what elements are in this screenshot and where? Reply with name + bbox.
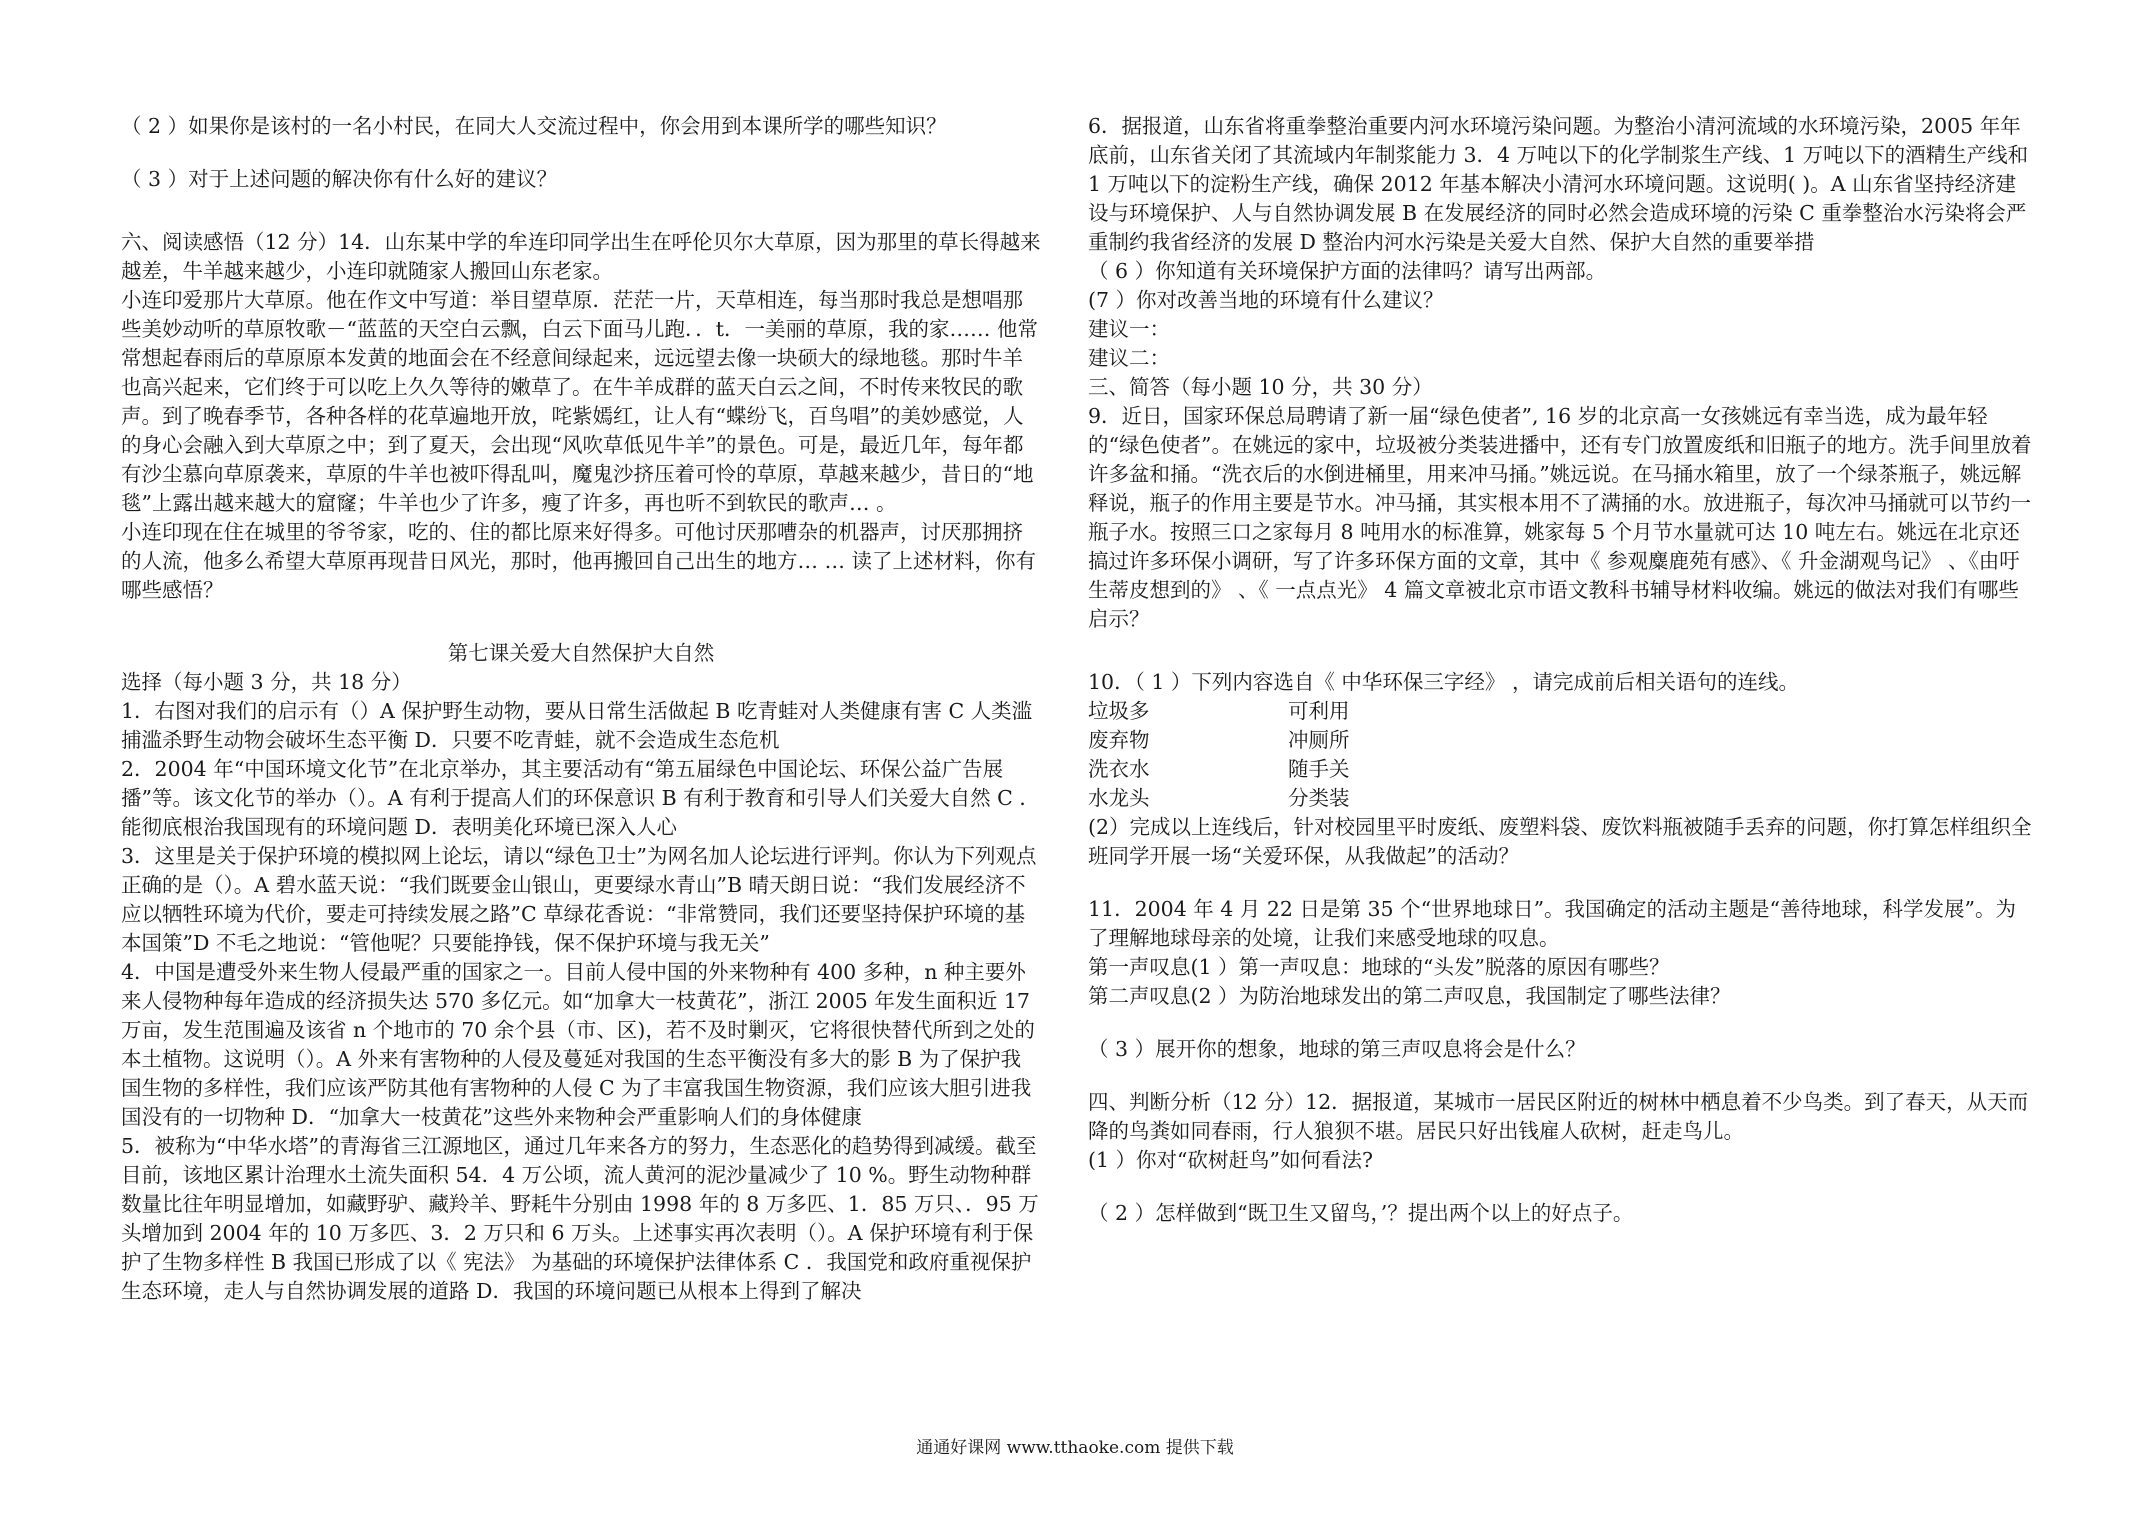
question-9: 9．近日，国家环保总局聘请了新一届“绿色使者”, 16 岁的北京高一女孩姚远有幸当选，成为最年轻的“绿色使者”。在姚远的家中，垃圾被分类装进播中，还有专门放置废纸和旧瓶子的地方。洗手间里放着许多盆和捅。“洗衣后的水倒进桶里，用来冲马捅。”姚远说。在马捅水箱里，放了一个绿茶瓶子，姚远解释说，瓶子的作用主要是节水。冲马捅，其实根本用不了满捅的水。放进瓶子，每次冲马捅就可以节约一瓶子水。按照三口之家每月 8 吨用水的标准算，姚家每 5 个月节水量就可达 10 吨左右。姚远在北京还搞过许多环保小调研，写了许多环保方面的文章，其中《 参观麋鹿苑有感》、《 升金湖观鸟记》 、《由吁生蒂皮想到的》 、《 一点点光》 4 篇文章被北京市语文教科书辅导材料收编。姚远的做法对我们有哪些启示？	[1088, 404, 2032, 631]
left-column	[121, 112, 1041, 1306]
section-three-header: 三、简答（每小题 10 分，共 30 分）	[1088, 375, 1433, 399]
right-column	[1088, 112, 2033, 1228]
match-right-item: 冲厕所	[1288, 728, 1350, 752]
mc-question-3: 3．这里是关于保护环境的模拟网上论坛，请以“绿色卫士”为网名加人论坛进行评判。你认为下列观点正确的是（）。A 碧水蓝天说：“我们既要金山银山，更要绿水青山”B 晴天朗日说：“我们发展经济不应以牺牲环境为代价，要走可持续发展之路”C 草绿花香说：“非常赞同，我们还要坚持保护环境的基本国策”D 不毛之地说：“管他呢？只要能挣钱，保不保护环境与我无关”	[121, 844, 1037, 955]
mc-question-5: 5．被称为“中华水塔”的青海省三江源地区，通过几年来各方的努力，生态恶化的趋势得到减缓。截至目前，该地区累计治理水土流失面积 54．4 万公顷，流人黄河的泥沙量减少了 10 %。野生动物种群数量比往年明显增加，如藏野驴、藏羚羊、野耗牛分别由 1998 年的 8 万多匹、1．85 万只、．95 万头增加到 2004 年的 10 万多匹、3．2 万只和 6 万头。上述事实再次表明（）。A 保护环境有利于保护了生物多样性 B 我国已形成了以《 宪法》 为基础的环境保护法律体系 C ．我国党和政府重视保护生态环境，走人与自然协调发展的道路 D．我国的环境问题已从根本上得到了解决	[121, 1134, 1039, 1303]
question-10-part-2: (2）完成以上连线后，针对校园里平时废纸、废塑料袋、废饮料瓶被随手丢弃的问题，你打算怎样组织全班同学开展一场“关爱环保，从我做起”的活动？	[1088, 815, 2032, 868]
match-left-item: 废弃物	[1088, 728, 1150, 752]
suggestion-1: 建议一：	[1088, 317, 1170, 341]
suggestion-2: 建议二：	[1088, 346, 1170, 370]
multiple-choice-header: 选择（每小题 3 分，共 18 分）	[121, 670, 412, 694]
section-four-analysis: 四、判断分析（12 分）12．据报道，某城市一居民区附近的树林中栖息着不少鸟类。到了春天，从天而降的鸟粪如同春雨，行人狼狈不堪。居民只好出钱雇人砍树，赶走鸟儿。	[1088, 1090, 2029, 1143]
question-10-part-1: 10．（ 1 ）下列内容选自《 中华环保三字经》 ，请完成前后相关语句的连线。	[1088, 670, 1799, 694]
mc-question-2: 2．2004 年“中国环境文化节”在北京举办，其主要活动有“第五届绿色中国论坛、环保公益广告展播”等。该文化节的举办（）。A 有利于提高人们的环保意识 B 有利于教育和引导人们关爱大自然 C ．能彻底根治我国现有的环境问题 D．表明美化环境已深入人心	[121, 757, 1040, 839]
lesson-title: 第七课关爱大自然保护大自然	[447, 641, 715, 665]
match-right-item: 可利用	[1288, 699, 1350, 723]
second-sigh: 第二声叹息(2 ）为防治地球发出的第二声叹息，我国制定了哪些法律？	[1088, 984, 1731, 1008]
question-2: （ 2 ）如果你是该村的一名小村民，在同大人交流过程中，你会用到本课所学的哪些知识？	[121, 114, 947, 138]
mc-question-1: 1．右图对我们的启示有（）A 保护野生动物，要从日常生活做起 B 吃青蛙对人类健康有害 C 人类滥捕滥杀野生动物会破坏生态平衡 D．只要不吃青蛙，就不会造成生态危机	[121, 699, 1033, 752]
third-sigh: （ 3 ）展开你的想象，地球的第三声叹息将会是什么？	[1088, 1037, 1586, 1061]
question-7-suggestions: (7 ）你对改善当地的环境有什么建议？	[1088, 288, 1444, 312]
match-left-item: 洗衣水	[1088, 757, 1150, 781]
section-six-reading: 六、阅读感悟（12 分）14．山东某中学的牟连印同学出生在呼伦贝尔大草原，因为那里的草长得越来越差，牛羊越来越少，小连印就随家人搬回山东老家。	[121, 230, 1041, 283]
question-6-laws: （ 6 ）你知道有关环境保护方面的法律吗？请写出两部。	[1088, 259, 1607, 283]
match-left-item: 垃圾多	[1088, 699, 1150, 723]
match-right-item: 分类装	[1288, 786, 1350, 810]
question-3: （ 3 ）对于上述问题的解决你有什么好的建议？	[121, 167, 558, 191]
question-12-part-2: （ 2 ）怎样做到“既卫生又留鸟，’？提出两个以上的好点子。	[1088, 1201, 1634, 1225]
matching-table	[1088, 697, 2033, 813]
mc-question-6: 6．据报道，山东省将重拳整治重要内河水环境污染问题。为整治小清河流域的水环境污染，2005 年年底前，山东省关闭了其流域内年制浆能力 3．4 万吨以下的化学制浆生产线、1 万吨以下的酒精生产线和 1 万吨以下的淀粉生产线，确保 2012 年基本解决小清河水环境问题。这说明( )。A 山东省坚持经济建设与环境保护、人与自然协调发展 B 在发展经济的同时必然会造成环境的污染 C 重拳整治水污染将会严重制约我省经济的发展 D 整治内河水污染是关爱大自然、保护大自然的重要举措	[1088, 114, 2029, 254]
page-footer: 通通好课网 www.tthaoke.com 提供下载	[916, 1438, 1234, 1458]
question-11: 11．2004 年 4 月 22 日是第 35 个“世界地球日”。我国确定的活动主题是“善待地球，科学发展”。为了理解地球母亲的处境，让我们来感受地球的叹息。	[1088, 897, 2017, 950]
question-12-part-1: (1 ）你对“砍树赶鸟”如何看法?	[1088, 1148, 1374, 1172]
match-left-item: 水龙头	[1088, 786, 1150, 810]
first-sigh: 第一声叹息(1 ）第一声叹息：地球的“头发”脱落的原因有哪些？	[1088, 955, 1670, 979]
mc-question-4: 4．中国是遭受外来生物人侵最严重的国家之一。目前人侵中国的外来物种有 400 多种，n 种主要外来人侵物种每年造成的经济损失达 570 多亿元。如“加拿大一枝黄花”，浙江 2005 年发生面积近 17 万亩，发生范围遍及该省 n 个地市的 70 余个县（市、区)，若不及时剿灭，它将很快替代所到之处的本土植物。这说明（）。A 外来有害物种的人侵及蔓延对我国的生态平衡没有多大的影 B 为了保护我国生物的多样性，我们应该严防其他有害物种的人侵 C 为了丰富我国生物资源，我们应该大胆引进我国没有的一切物种 D．“加拿大一枝黄花”这些外来物种会严重影响人们的身体健康	[121, 960, 1035, 1129]
match-right-item: 随手关	[1288, 757, 1350, 781]
reading-paragraph-2: 小连印现在住在城里的爷爷家，吃的、住的都比原来好得多。可他讨厌那嘈杂的机器声，讨厌那拥挤的人流，他多么希望大草原再现昔日风光，那时，他再搬回自己出生的地方… … 读了上述材料，你有哪些感悟？	[121, 520, 1037, 602]
reading-paragraph-1: 小连印爱那片大草原。他在作文中写道：举目望草原．茫茫一片，天草相连，每当那时我总是想唱那些美妙动听的草原牧歌－“蓝蓝的天空白云飘，白云下面马儿跑．．t．一美丽的草原，我的家…… 他常常想起春雨后的草原原本发黄的地面会在不经意间绿起来，远远望去像一块硕大的绿地毯。那时牛羊也高兴起来，它们终于可以吃上久久等待的嫩草了。在牛羊成群的蓝天白云之间，不时传来牧民的歌声。到了晚春季节，各种各样的花草遍地开放，咤紫嫣红，让人有“蝶纷飞，百鸟唱”的美妙感觉，人的身心会融入到大草原之中；到了夏天，会出现“风吹草低见牛羊”的景色。可是，最近几年，每年都有沙尘慕向草原袭来，草原的牛羊也被吓得乱叫，魔鬼沙挤压着可怜的草原，草越来越少，昔日的“地毯”上露出越来越大的窟窿；牛羊也少了许多，瘦了许多，再也听不到软民的歌声… 。	[121, 288, 1038, 515]
